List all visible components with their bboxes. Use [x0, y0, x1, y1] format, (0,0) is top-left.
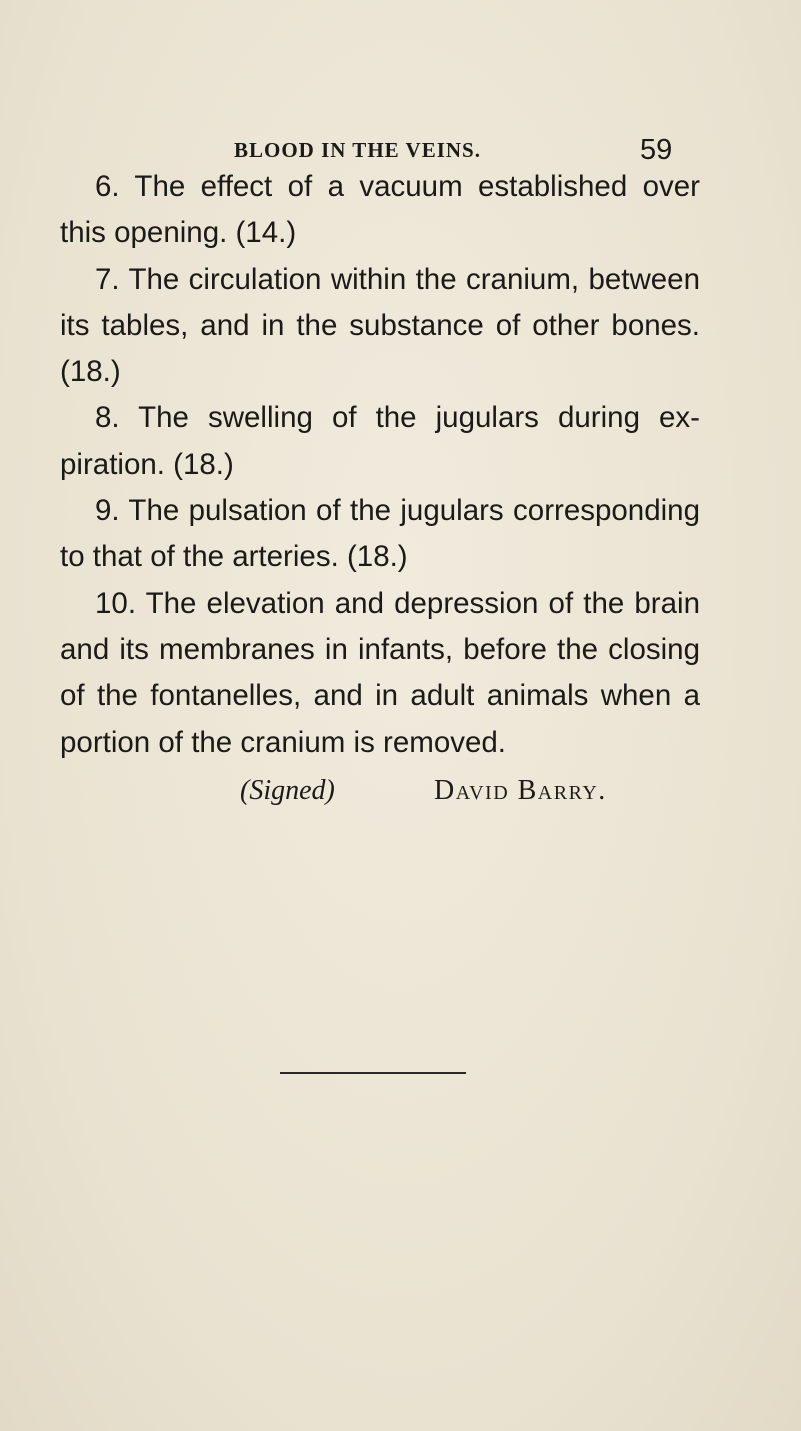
- signer-name: David Barry.: [434, 775, 607, 806]
- running-title: BLOOD IN THE VEINS.: [234, 138, 481, 162]
- paragraph-item-9: 9. The pulsation of the jugulars corresponding to that of the arteries. (18.): [60, 494, 700, 574]
- page-number: 59: [640, 134, 673, 166]
- body-text: [60, 164, 700, 766]
- paragraph-item-10: 10. The elevation and depression of the brain and its membranes in infants, before the closing of the fontanelles, and in adult animals when a portion of the cranium is removed.: [60, 586, 700, 759]
- paragraph-item-7: 7. The circulation within the cranium, between its tables, and in the substance of other bones. (18.): [60, 262, 700, 389]
- paragraph-item-6: 6. The effect of a vacuum established over this opening. (14.): [60, 170, 700, 250]
- paragraph-item-8: 8. The swelling of the jugulars during expiration. (18.): [60, 401, 700, 481]
- end-rule-divider: [280, 1072, 466, 1074]
- signature-line: [0, 775, 801, 815]
- signed-label: (Signed): [240, 775, 335, 806]
